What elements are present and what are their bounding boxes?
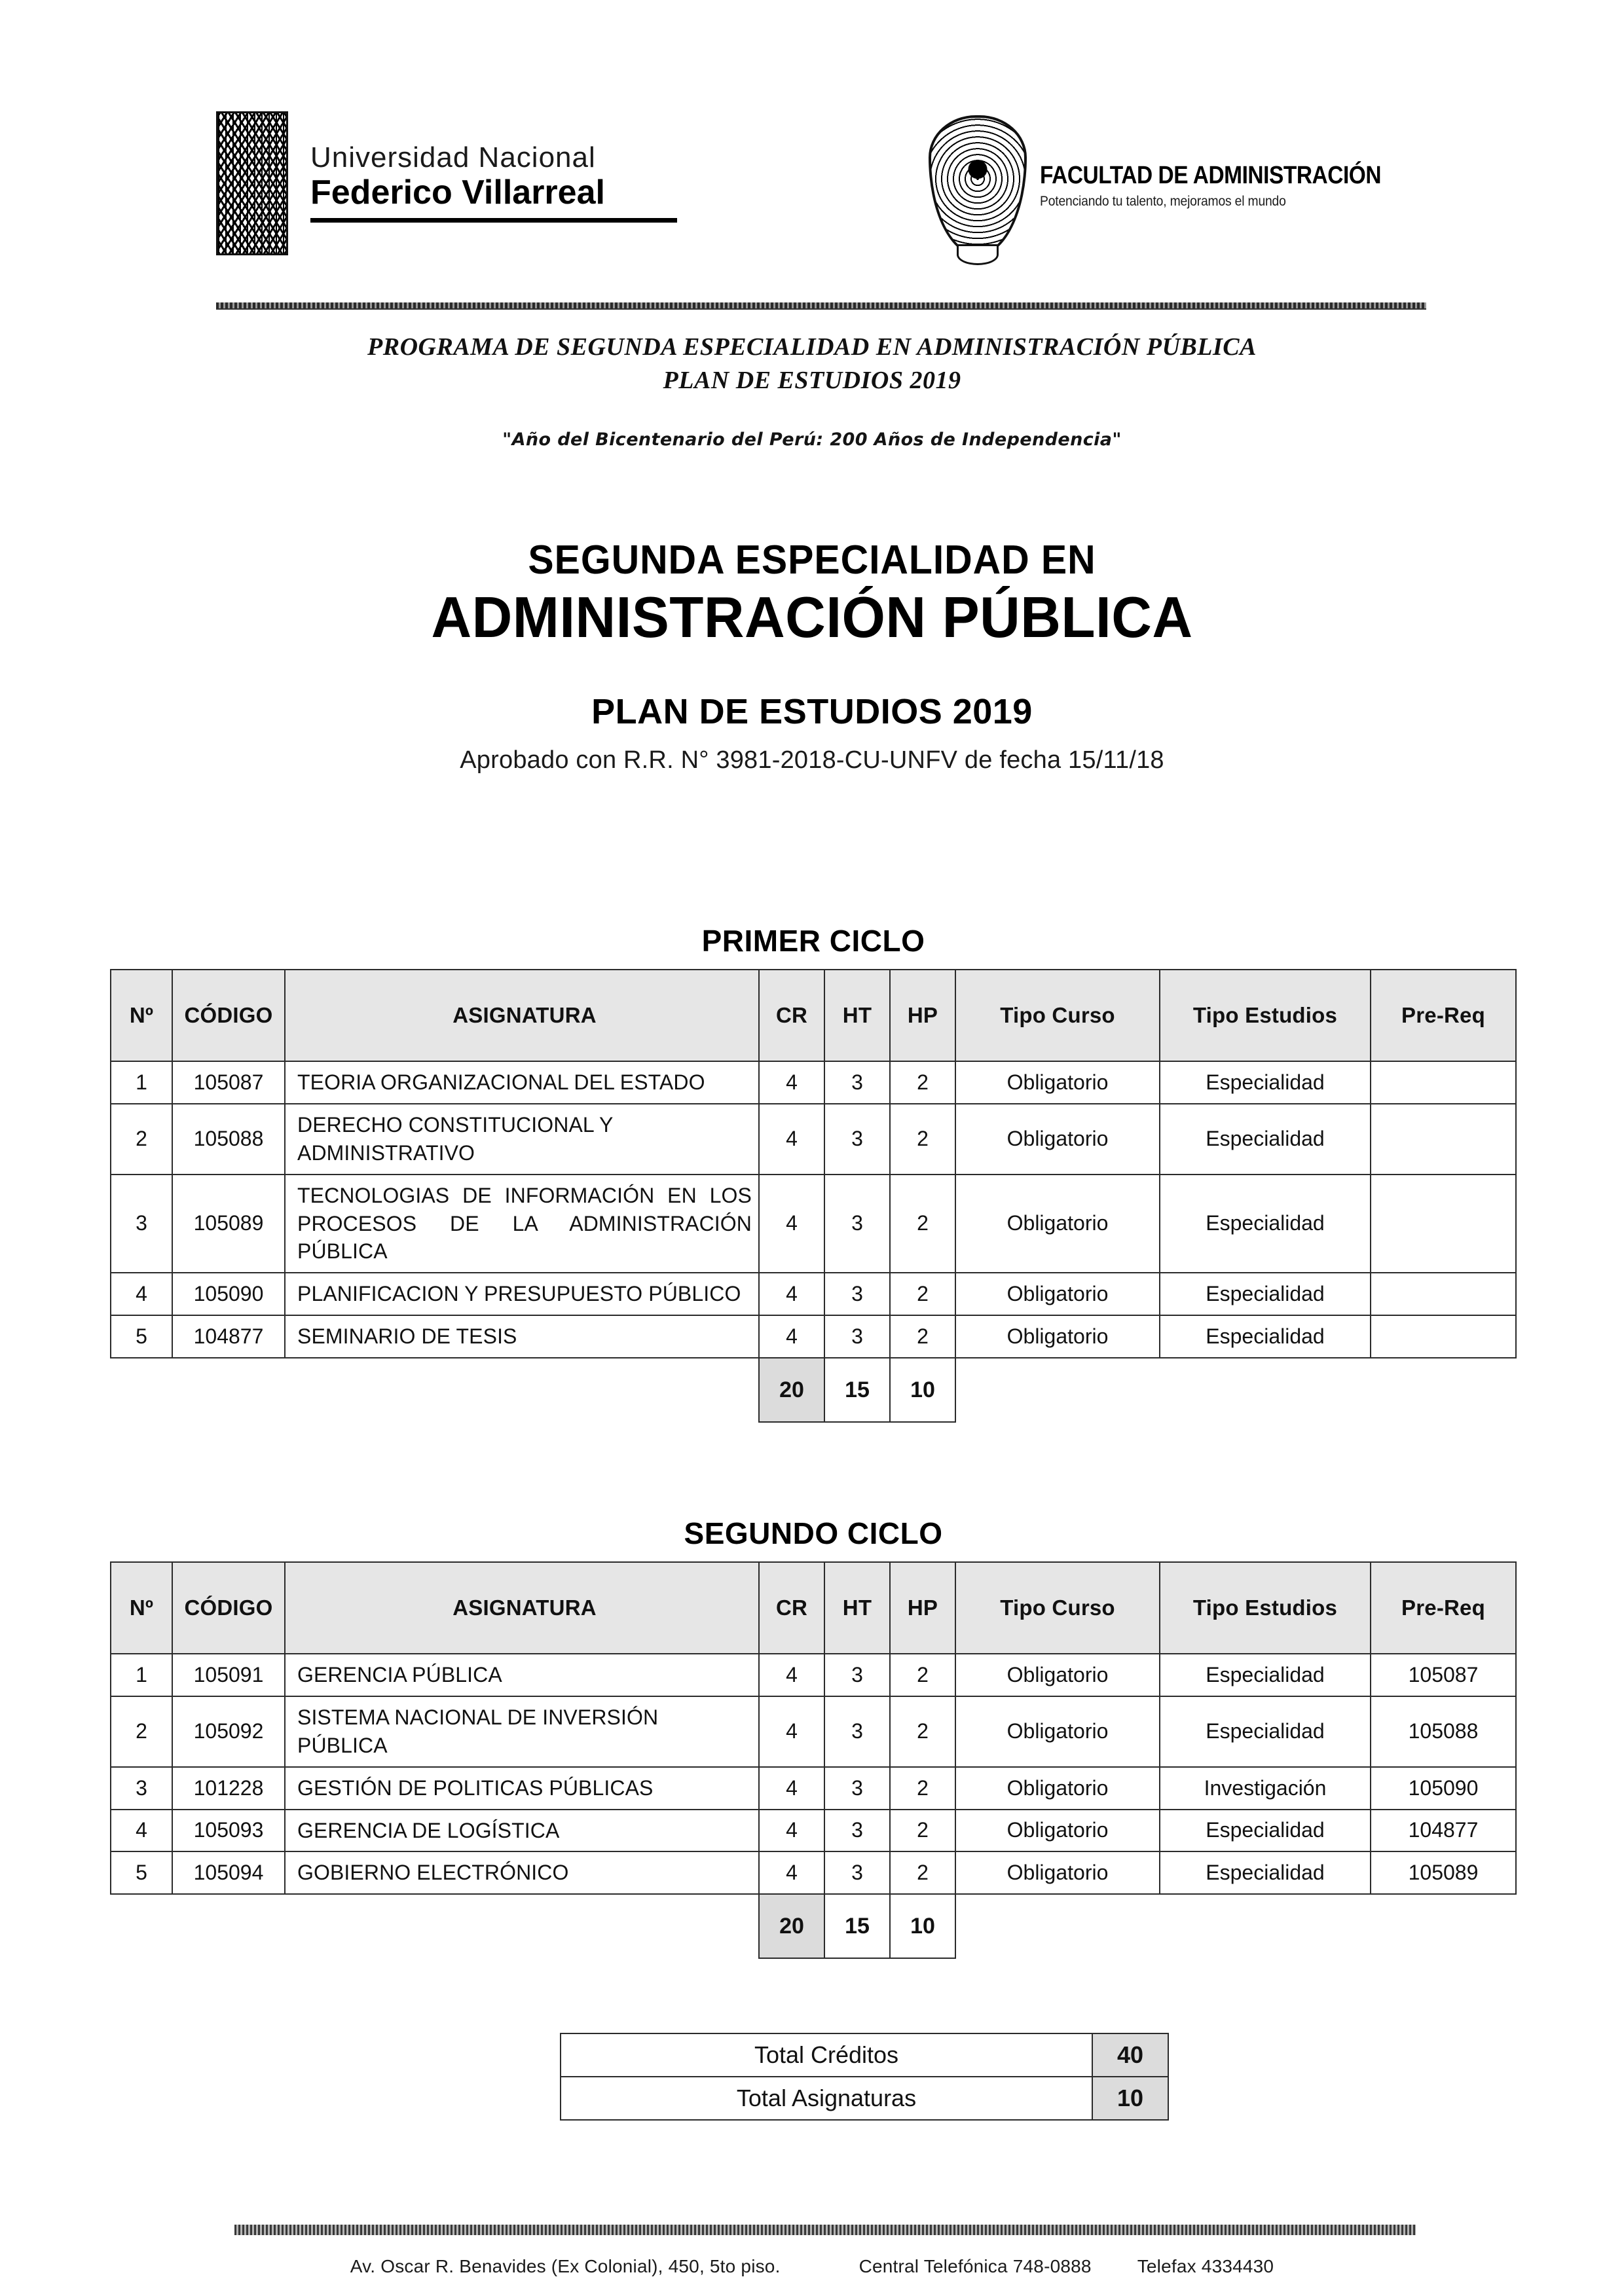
- summary-box: [560, 2033, 1169, 2121]
- cell-subject: DERECHO CONSTITUCIONAL Y ADMINISTRATIVO: [285, 1104, 759, 1175]
- table-row: [111, 1851, 1516, 1894]
- totals-spacer: [111, 1894, 172, 1958]
- tassel-icon: [957, 244, 999, 265]
- cell-hp: 2: [890, 1273, 955, 1315]
- col-pre-req: Pre-Req: [1371, 970, 1516, 1061]
- table-header-row: [111, 1562, 1516, 1654]
- cell-hp: 2: [890, 1654, 955, 1696]
- faculty-slogan: Potenciando tu talento, mejoramos el mundo: [1039, 194, 1286, 210]
- university-name-line1: Universidad Nacional: [310, 141, 596, 173]
- program-plan: PLAN DE ESTUDIOS 2019: [663, 367, 961, 395]
- cell-cr: 4: [759, 1851, 824, 1894]
- cell-ht: 3: [824, 1061, 890, 1104]
- col-ht: HT: [824, 970, 890, 1061]
- total-cr: 20: [759, 1894, 824, 1958]
- cell-code: 105089: [172, 1175, 285, 1273]
- program-name: PROGRAMA DE SEGUNDA ESPECIALIDAD EN ADMINISTRACIÓN PÚBLICA: [367, 333, 1257, 361]
- cell-tipo-estudios: Especialidad: [1160, 1061, 1371, 1104]
- cell-cr: 4: [759, 1273, 824, 1315]
- cell-tipo-estudios: Especialidad: [1160, 1273, 1371, 1315]
- total-credits-value: 40: [1092, 2033, 1168, 2077]
- cell-code: 105093: [172, 1810, 285, 1852]
- cell-num: 1: [111, 1654, 172, 1696]
- totals-spacer: [955, 1894, 1160, 1958]
- cell-subject: GOBIERNO ELECTRÓNICO: [285, 1851, 759, 1894]
- col-hp: HP: [890, 1562, 955, 1654]
- cell-tipo-curso: Obligatorio: [955, 1273, 1160, 1315]
- cell-num: 4: [111, 1273, 172, 1315]
- col-ht: HT: [824, 1562, 890, 1654]
- cycle-title: PRIMER CICLO: [701, 924, 925, 958]
- program-heading: [0, 331, 1624, 450]
- footer-contact: [859, 2256, 1274, 2277]
- cell-hp: 2: [890, 1810, 955, 1852]
- col-num: Nº: [111, 970, 172, 1061]
- table-row: [111, 1061, 1516, 1104]
- cell-tipo-curso: Obligatorio: [955, 1104, 1160, 1175]
- totals-row: [111, 1894, 1516, 1958]
- masthead: [216, 111, 1428, 249]
- cell-tipo-estudios: Investigación: [1160, 1767, 1371, 1810]
- cell-cr: 4: [759, 1654, 824, 1696]
- faculty-brand: [929, 111, 1428, 256]
- cell-subject: SEMINARIO DE TESIS: [285, 1315, 759, 1358]
- cell-tipo-curso: Obligatorio: [955, 1654, 1160, 1696]
- cell-tipo-estudios: Especialidad: [1160, 1175, 1371, 1273]
- cell-tipo-curso: Obligatorio: [955, 1696, 1160, 1767]
- col-pre-req: Pre-Req: [1371, 1562, 1516, 1654]
- cell-num: 2: [111, 1104, 172, 1175]
- cell-tipo-estudios: Especialidad: [1160, 1315, 1371, 1358]
- cell-pre-req: 105087: [1371, 1654, 1516, 1696]
- col-cr: CR: [759, 970, 824, 1061]
- cell-pre-req: [1371, 1315, 1516, 1358]
- cell-tipo-curso: Obligatorio: [955, 1315, 1160, 1358]
- total-subjects-value: 10: [1092, 2077, 1168, 2120]
- cell-subject: PLANIFICACION Y PRESUPUESTO PÚBLICO: [285, 1273, 759, 1315]
- total-credits-label: Total Créditos: [561, 2033, 1092, 2077]
- cell-code: 105090: [172, 1273, 285, 1315]
- table-row: [111, 1654, 1516, 1696]
- cell-subject: GERENCIA DE LOGÍSTICA: [285, 1810, 759, 1852]
- cell-subject: SISTEMA NACIONAL DE INVERSIÓN PÚBLICA: [285, 1696, 759, 1767]
- col-code: CÓDIGO: [172, 970, 285, 1061]
- cell-tipo-estudios: Especialidad: [1160, 1654, 1371, 1696]
- faculty-wordmark: [1040, 162, 1428, 209]
- plan-table-segundo: [110, 1561, 1517, 1959]
- plan-table-primer: [110, 969, 1517, 1423]
- faculty-title: FACULTAD DE ADMINISTRACIÓN: [1039, 162, 1381, 190]
- cell-tipo-curso: Obligatorio: [955, 1767, 1160, 1810]
- cell-subject: TECNOLOGIAS DE INFORMACIÓN EN LOS PROCESOS DE LA ADMINISTRACIÓN PÚBLICA: [285, 1175, 759, 1273]
- cell-pre-req: 105089: [1371, 1851, 1516, 1894]
- cell-cr: 4: [759, 1810, 824, 1852]
- col-subject: ASIGNATURA: [285, 970, 759, 1061]
- university-wordmark: [310, 111, 677, 223]
- totals-spacer: [285, 1894, 759, 1958]
- col-tipo-curso: Tipo Curso: [955, 970, 1160, 1061]
- col-num: Nº: [111, 1562, 172, 1654]
- cell-hp: 2: [890, 1175, 955, 1273]
- year-motto: "Año del Bicentenario del Perú: 200 Años de Independencia": [502, 429, 1122, 450]
- col-hp: HP: [890, 970, 955, 1061]
- table-row: [111, 1104, 1516, 1175]
- col-code: CÓDIGO: [172, 1562, 285, 1654]
- table-row: [111, 1767, 1516, 1810]
- footer: [0, 2256, 1624, 2277]
- cell-ht: 3: [824, 1696, 890, 1767]
- cell-ht: 3: [824, 1851, 890, 1894]
- cell-code: 104877: [172, 1315, 285, 1358]
- cell-code: 105091: [172, 1654, 285, 1696]
- page-title: [0, 537, 1624, 774]
- summary-row-subjects: [561, 2077, 1168, 2120]
- cell-cr: 4: [759, 1175, 824, 1273]
- summary-table: [560, 2033, 1169, 2121]
- cell-tipo-curso: Obligatorio: [955, 1061, 1160, 1104]
- col-tipo-estudios: Tipo Estudios: [1160, 1562, 1371, 1654]
- cell-code: 105088: [172, 1104, 285, 1175]
- footer-divider: [234, 2225, 1416, 2235]
- faculty-crest-icon: [929, 115, 1027, 256]
- cell-ht: 3: [824, 1654, 890, 1696]
- footer-fax: Telefax 4334430: [1137, 2256, 1274, 2276]
- cell-subject: GESTIÓN DE POLITICAS PÚBLICAS: [285, 1767, 759, 1810]
- cell-ht: 3: [824, 1175, 890, 1273]
- total-ht: 15: [824, 1358, 890, 1422]
- totals-row: [111, 1358, 1516, 1422]
- table-row: [111, 1273, 1516, 1315]
- totals-spacer: [955, 1358, 1160, 1422]
- university-crest-icon: [216, 111, 288, 255]
- totals-spacer: [1160, 1358, 1371, 1422]
- cell-code: 105092: [172, 1696, 285, 1767]
- cell-num: 5: [111, 1315, 172, 1358]
- footer-phone: Central Telefónica 748-0888: [858, 2256, 1092, 2276]
- cell-tipo-estudios: Especialidad: [1160, 1810, 1371, 1852]
- cell-ht: 3: [824, 1767, 890, 1810]
- table-row: [111, 1696, 1516, 1767]
- cell-num: 4: [111, 1810, 172, 1852]
- table-row: [111, 1175, 1516, 1273]
- cell-pre-req: [1371, 1273, 1516, 1315]
- totals-spacer: [285, 1358, 759, 1422]
- cell-hp: 2: [890, 1061, 955, 1104]
- table-header-row: [111, 970, 1516, 1061]
- cell-pre-req: [1371, 1061, 1516, 1104]
- table-row: [111, 1315, 1516, 1358]
- cell-code: 105087: [172, 1061, 285, 1104]
- col-cr: CR: [759, 1562, 824, 1654]
- cell-ht: 3: [824, 1315, 890, 1358]
- cell-tipo-curso: Obligatorio: [955, 1175, 1160, 1273]
- cell-cr: 4: [759, 1061, 824, 1104]
- cell-code: 105094: [172, 1851, 285, 1894]
- totals-spacer: [1160, 1894, 1371, 1958]
- cell-num: 3: [111, 1767, 172, 1810]
- cell-tipo-estudios: Especialidad: [1160, 1104, 1371, 1175]
- col-tipo-estudios: Tipo Estudios: [1160, 970, 1371, 1061]
- cell-cr: 4: [759, 1315, 824, 1358]
- totals-spacer: [1371, 1894, 1516, 1958]
- cell-pre-req: 105088: [1371, 1696, 1516, 1767]
- totals-spacer: [172, 1358, 285, 1422]
- university-name-line2: Federico Villarreal: [310, 173, 605, 212]
- cell-ht: 3: [824, 1273, 890, 1315]
- total-cr: 20: [759, 1358, 824, 1422]
- cell-hp: 2: [890, 1851, 955, 1894]
- table-row: [111, 1810, 1516, 1852]
- totals-spacer: [172, 1894, 285, 1958]
- cell-subject: TEORIA ORGANIZACIONAL DEL ESTADO: [285, 1061, 759, 1104]
- title-line-1: SEGUNDA ESPECIALIDAD EN: [528, 538, 1096, 583]
- cell-num: 3: [111, 1175, 172, 1273]
- summary-row-credits: [561, 2033, 1168, 2077]
- cell-code: 101228: [172, 1767, 285, 1810]
- total-hp: 10: [890, 1358, 955, 1422]
- cell-hp: 2: [890, 1104, 955, 1175]
- cell-hp: 2: [890, 1315, 955, 1358]
- totals-spacer: [111, 1358, 172, 1422]
- cell-cr: 4: [759, 1767, 824, 1810]
- header-divider: [216, 302, 1426, 310]
- shield-icon: [929, 115, 1027, 256]
- total-subjects-label: Total Asignaturas: [561, 2077, 1092, 2120]
- title-line-2: ADMINISTRACIÓN PÚBLICA: [431, 585, 1193, 649]
- total-hp: 10: [890, 1894, 955, 1958]
- cell-num: 2: [111, 1696, 172, 1767]
- col-tipo-curso: Tipo Curso: [955, 1562, 1160, 1654]
- approval-note: Aprobado con R.R. N° 3981-2018-CU-UNFV de fecha 15/11/18: [460, 746, 1164, 774]
- cell-tipo-estudios: Especialidad: [1160, 1696, 1371, 1767]
- university-brand: [216, 111, 677, 255]
- cell-pre-req: [1371, 1104, 1516, 1175]
- cell-pre-req: 105090: [1371, 1767, 1516, 1810]
- cell-tipo-estudios: Especialidad: [1160, 1851, 1371, 1894]
- cycle-section-segundo: [110, 1516, 1517, 1959]
- cell-num: 5: [111, 1851, 172, 1894]
- plan-subtitle: PLAN DE ESTUDIOS 2019: [591, 692, 1033, 732]
- cell-cr: 4: [759, 1104, 824, 1175]
- cell-ht: 3: [824, 1104, 890, 1175]
- cell-hp: 2: [890, 1696, 955, 1767]
- cell-pre-req: [1371, 1175, 1516, 1273]
- cell-cr: 4: [759, 1696, 824, 1767]
- cell-pre-req: 104877: [1371, 1810, 1516, 1852]
- cell-ht: 3: [824, 1810, 890, 1852]
- col-subject: ASIGNATURA: [285, 1562, 759, 1654]
- cell-hp: 2: [890, 1767, 955, 1810]
- total-ht: 15: [824, 1894, 890, 1958]
- cycle-title: SEGUNDO CICLO: [684, 1516, 943, 1550]
- footer-address: Av. Oscar R. Benavides (Ex Colonial), 450, 5to piso.: [350, 2256, 781, 2276]
- brand-underline: [310, 218, 677, 223]
- totals-spacer: [1371, 1358, 1516, 1422]
- cell-num: 1: [111, 1061, 172, 1104]
- cell-subject: GERENCIA PÚBLICA: [285, 1654, 759, 1696]
- cycle-section-primer: [110, 923, 1517, 1423]
- cell-tipo-curso: Obligatorio: [955, 1851, 1160, 1894]
- cell-tipo-curso: Obligatorio: [955, 1810, 1160, 1852]
